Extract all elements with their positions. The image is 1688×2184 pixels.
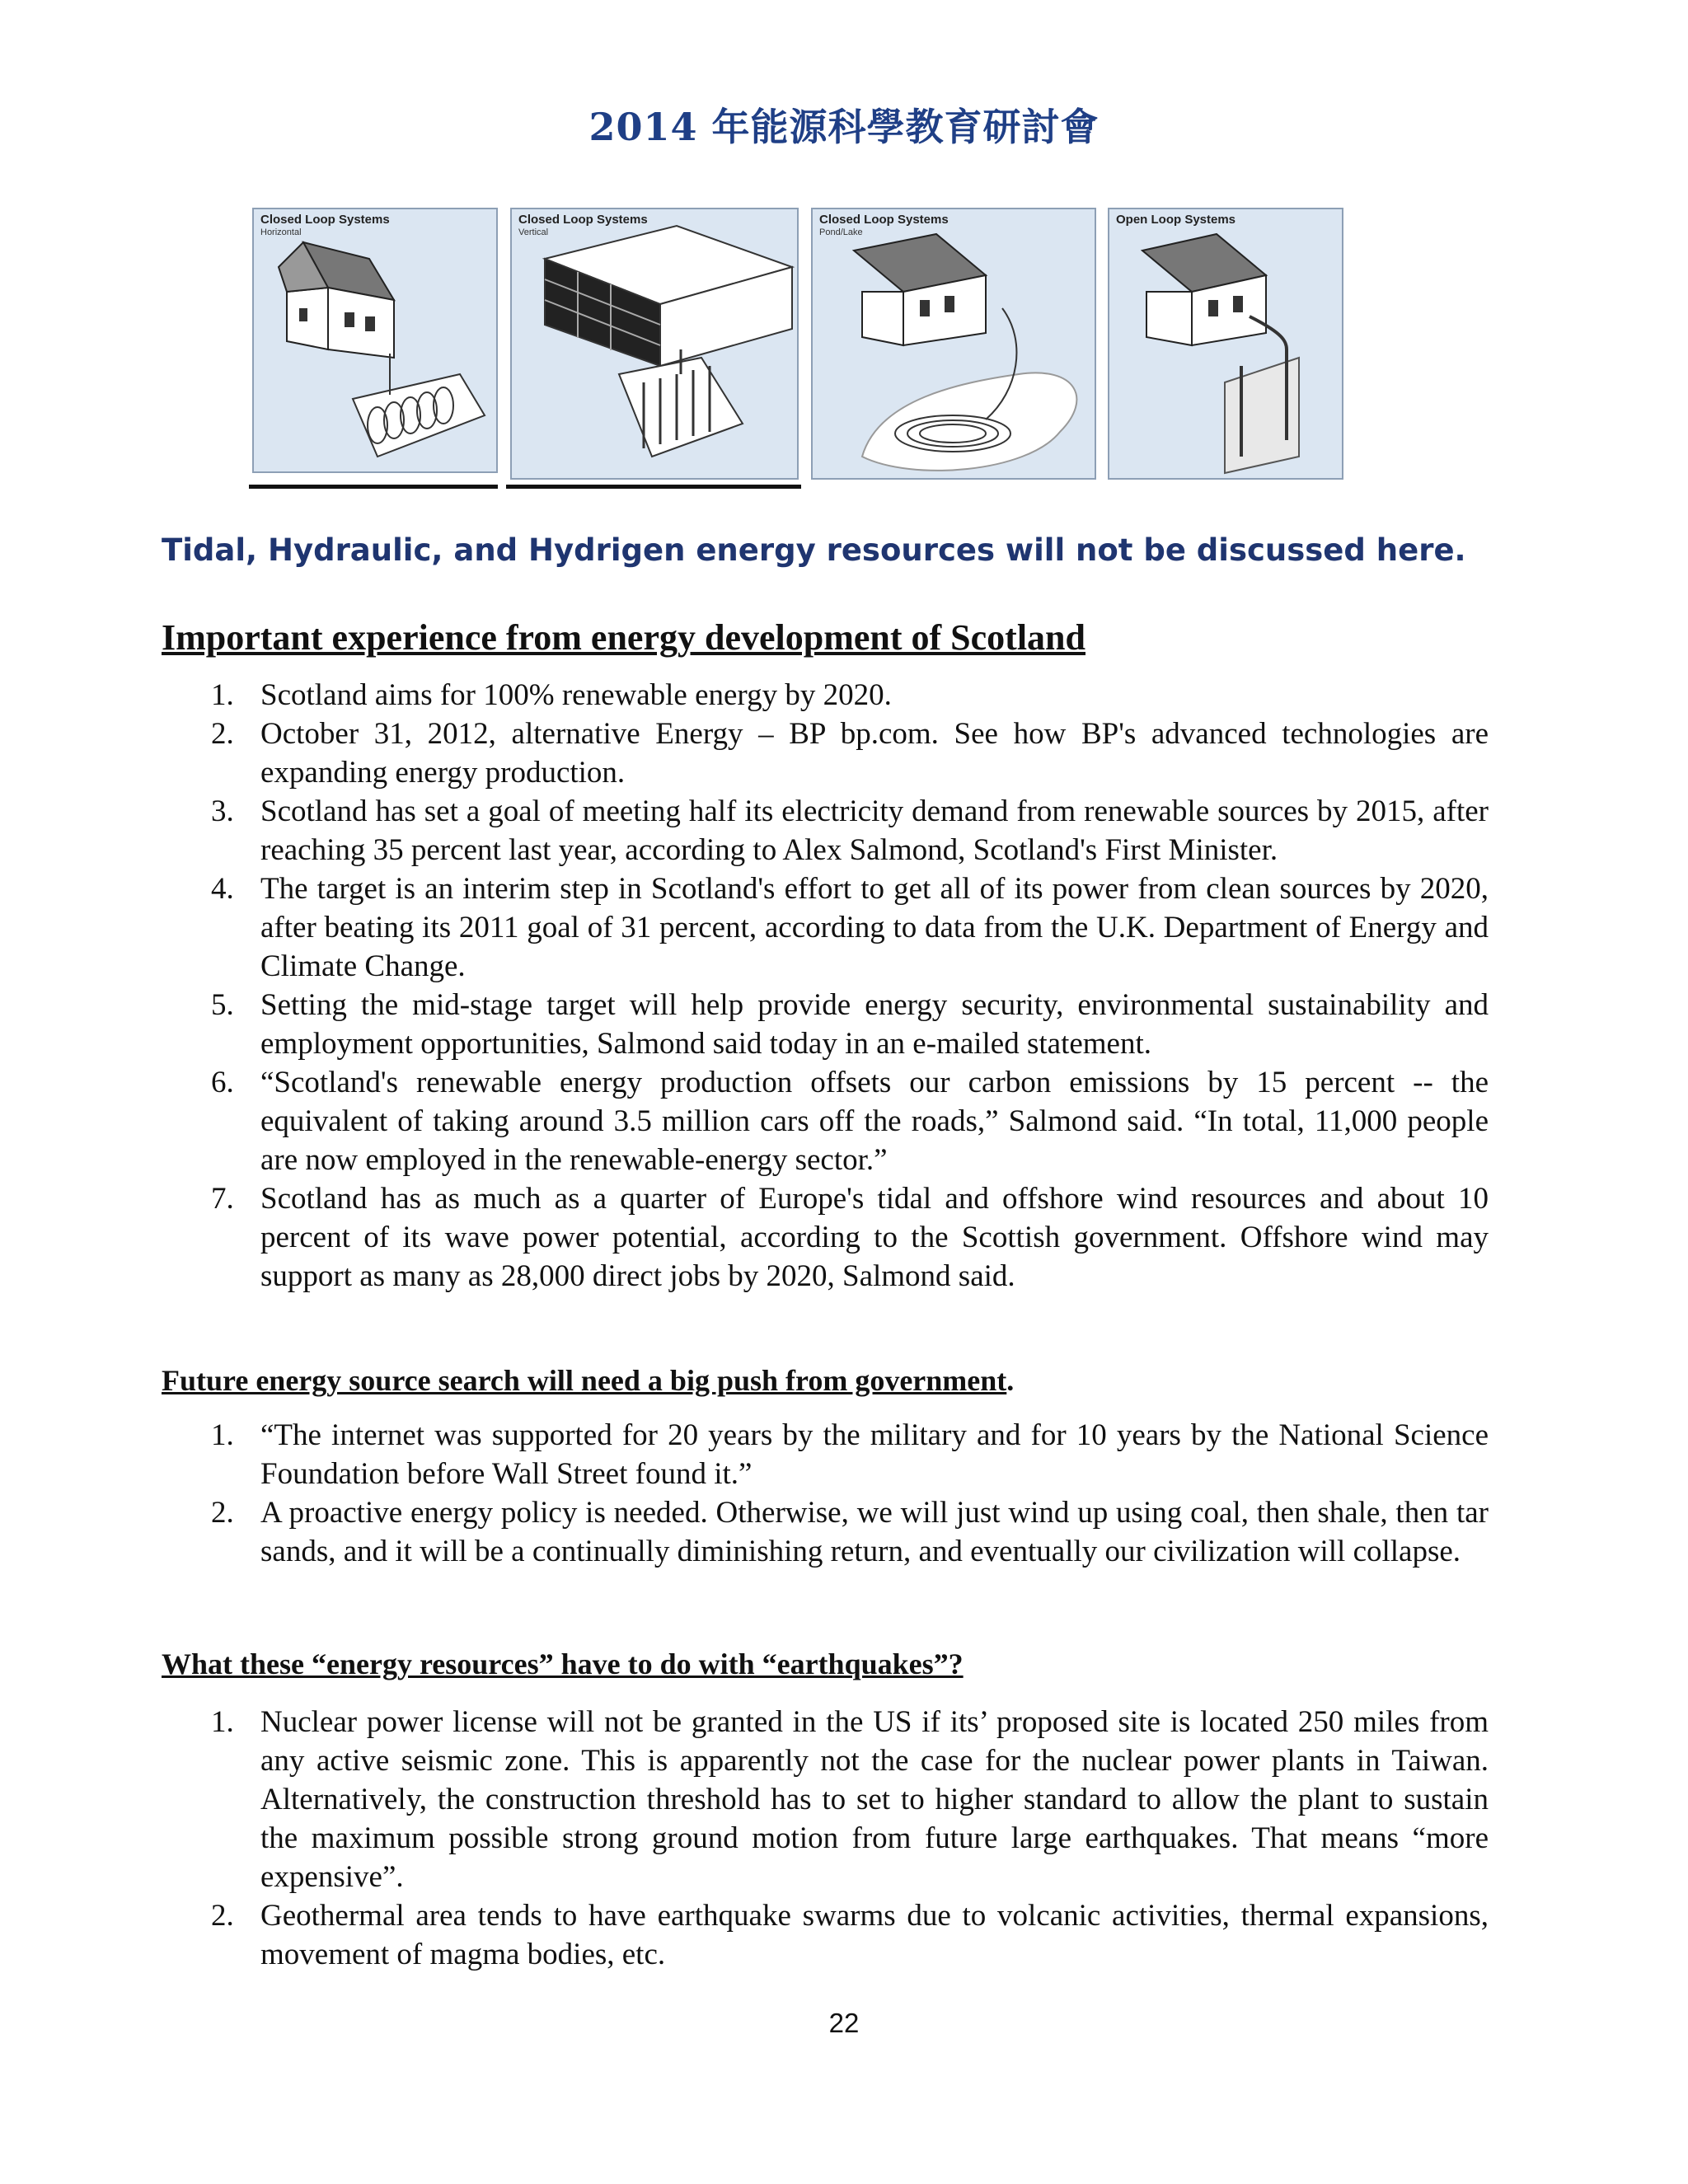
section-heading-scotland: Important experience from energy development of Scotland [162,617,1085,658]
panel-title: Closed Loop Systems [260,213,390,227]
government-list [162,1416,1489,1571]
page-header: 2014 年能源科學教育研討會 [588,105,1100,149]
list-item: 1. Scotland aims for 100% renewable energy by 2020. [211,678,892,712]
page-number: 22 [828,2008,860,2038]
panel-pond-lake [811,208,1096,480]
panel-vertical [510,208,799,480]
panel-horizontal [252,208,498,473]
list-item: 5. Setting the mid-stage target will help provide energy security, environmental sustainability and employment opportunities, Salmond said today in an e-mailed statement. [211,988,1489,1061]
list-item: 6. “Scotland's renewable energy production offsets our carbon emissions by 15 percent -- the equivalent of taking around 3.5 million cars off the roads,” Salmond said. “In total, 11,000 people are now employed in the renewable-energy sector.” [211,1066,1489,1177]
blue-note: Tidal, Hydraulic, and Hydrigen energy resources will not be discussed here. [162,532,1466,568]
list-item: 1. “The internet was supported for 20 years by the military and for 10 years by the National Science Foundation before Wall Street found it.” [211,1418,1489,1491]
figure-underline [506,485,801,489]
panel-title: Open Loop Systems [1116,213,1236,227]
list-item: 7. Scotland has as much as a quarter of Europe's tidal and offshore wind resources and about 10 percent of its wave power potential, according to the Scottish government. Offshore wind may support as many as 28,000 direct jobs by 2020, Salmond said. [211,1182,1489,1293]
earthquake-list [162,1703,1489,1974]
list-item: 2. October 31, 2012, alternative Energy – BP bp.com. See how BP's advanced technologies are expanding energy production. [211,717,1489,790]
panel-open-loop [1108,208,1343,480]
list-item: 1. Nuclear power license will not be granted in the US if its’ proposed site is located 250 miles from any active seismic zone. This is apparently not the case for the nuclear power plants in Taiwan. Alternatively, the construction threshold has to set to higher standard to allow the plant to sustain the maximum possible strong ground motion from future large earthquakes. That means “more expensive”. [211,1705,1489,1894]
list-item: 2. A proactive energy policy is needed. Otherwise, we will just wind up using coal, then shale, then tar sands, and it will be a continually diminishing return, and eventually our civilization will collapse. [211,1496,1489,1568]
panel-title: Closed Loop Systems [518,213,648,227]
panel-subtitle: Horizontal [260,227,302,237]
panel-title: Closed Loop Systems [819,213,949,227]
panel-subtitle: Pond/Lake [819,227,863,237]
list-item: 4. The target is an interim step in Scotland's effort to get all of its power from clean sources by 2020, after beating its 2011 goal of 31 percent, according to data from the U.K. Department of Energy and Climate Change. [211,872,1489,983]
panel-subtitle: Vertical [518,227,549,237]
list-item: 2. Geothermal area tends to have earthquake swarms due to volcanic activities, thermal expansions, movement of magma bodies, etc. [211,1899,1489,1971]
section-heading-earthquakes: What these “energy resources” have to do with “earthquakes”? [162,1647,964,1680]
scotland-list [162,676,1489,1296]
section-heading-government: Future energy source search will need a big push from government. [162,1364,1015,1397]
list-item: 3. Scotland has set a goal of meeting half its electricity demand from renewable sources by 2015, after reaching 35 percent last year, according to Alex Salmond, Scotland's First Minister. [211,794,1489,867]
figure-underline [249,485,498,489]
